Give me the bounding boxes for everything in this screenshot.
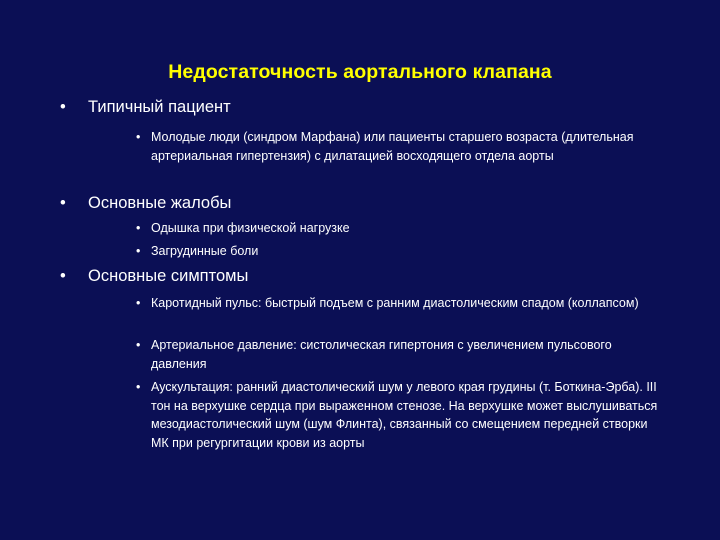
bullet-icon: • <box>60 98 66 116</box>
list-item <box>136 378 666 452</box>
bullet-icon: • <box>136 338 141 352</box>
section-heading-label: Основные симптомы <box>88 267 249 285</box>
bullet-icon: • <box>136 380 141 394</box>
list-item <box>136 128 666 165</box>
bullet-icon: • <box>60 194 66 212</box>
section-heading-label: Типичный пациент <box>88 98 231 116</box>
list-item-text: Артериальное давление: систолическая гипертония с увеличением пульсового давления <box>151 338 612 371</box>
slide-title: Недостаточность аортального клапана <box>168 61 552 83</box>
list-item-text: Одышка при физической нагрузке <box>151 221 350 235</box>
bullet-icon: • <box>136 221 141 235</box>
section-heading-label: Основные жалобы <box>88 194 232 212</box>
list-item-text: Аускультация: ранний диастолический шум у левого края грудины (т. Боткина-Эрба). III тон на верхушке сердца при выраженном стенозе. На верхушке может выслушиваться мезодиастолический шум (шум Флинта), связанный со смещением передней створки МК при регургитации крови из аорты <box>151 380 658 450</box>
list-item-text: Загрудинные боли <box>151 244 259 258</box>
bullet-icon: • <box>136 296 141 310</box>
list-item <box>136 336 666 373</box>
bullet-icon: • <box>136 130 141 144</box>
list-item-text: Молодые люди (синдром Марфана) или пациенты старшего возраста (длительная артериальная гипертензия) с дилатацией восходящего отдела аорты <box>151 130 634 163</box>
bullet-icon: • <box>60 267 66 285</box>
list-item <box>136 294 666 313</box>
list-item <box>136 219 666 238</box>
list-item <box>136 242 666 261</box>
bullet-icon: • <box>136 244 141 258</box>
list-item-text: Каротидный пульс: быстрый подъем с ранним диастолическим спадом (коллапсом) <box>151 296 639 310</box>
